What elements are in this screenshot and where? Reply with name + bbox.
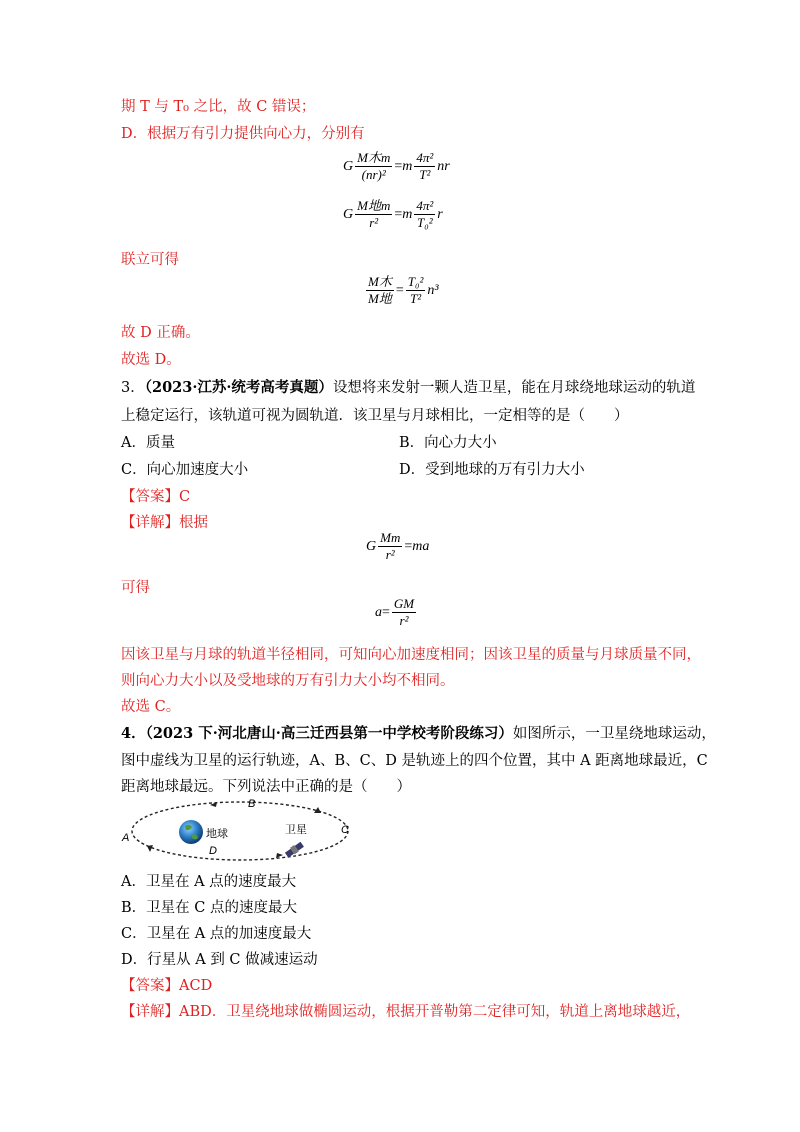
question-text: 如图所示，一卫星绕地球运动， — [512, 726, 716, 742]
option-d: D．受到地球的万有引力大小 — [399, 462, 585, 478]
formula-rhs: ma — [412, 539, 430, 555]
formula-tail: r — [437, 207, 443, 223]
formula-tail: n³ — [427, 283, 439, 299]
text-line: 故 D 正确。 — [121, 325, 200, 341]
denominator: M地 — [368, 291, 392, 306]
formula-gravity-jupiter: G $\frac{\text{M木m}}{\text{(nr)²}}$ =m $\frac{\text{4π²}}{\text{T²}}$ nr — [343, 150, 450, 182]
text-line: 可得 — [121, 580, 150, 596]
question-source: （2023·江苏·统考高考真题） — [144, 379, 333, 396]
option-a: A．卫星在 A 点的速度最大 — [121, 874, 297, 890]
option-c: C．卫星在 A 点的加速度最大 — [121, 926, 312, 942]
option-b: B．卫星在 C 点的速度最大 — [121, 900, 297, 916]
text-line: 联立可得 — [121, 252, 179, 268]
numerator: Mm — [380, 530, 401, 545]
answer-line: 【答案】C — [121, 489, 191, 505]
option-d: D．行星从 A 到 C 做减速运动 — [121, 952, 318, 968]
denominator: (nr)² — [361, 167, 386, 182]
text-line: 则向心力大小以及受地球的万有引力大小均不相同。 — [121, 673, 455, 689]
text-line: 因该卫星与月球的轨道半径相同，可知向心加速度相同；因该卫星的质量与月球质量不同， — [121, 647, 701, 663]
denominator: T₀² — [417, 215, 433, 230]
denominator: r² — [385, 547, 395, 562]
text-line: 故选 D。 — [121, 352, 181, 368]
formula-mass-ratio: $\frac{\text{M木}}{\text{M地}}$ = $\frac{\text{T₀²}}{\text{T²}}$ n³ — [368, 274, 439, 306]
numerator: GM — [393, 596, 415, 611]
denominator: r² — [399, 613, 409, 628]
label-c: C — [341, 824, 349, 836]
numerator: 4π² — [416, 150, 434, 165]
earth-label: 地球 — [206, 827, 228, 840]
denominator: T² — [419, 167, 431, 182]
question-4-line-1 — [121, 724, 716, 744]
numerator: M木 — [368, 274, 392, 289]
earth-icon — [179, 820, 203, 844]
label-a: A — [122, 832, 130, 844]
answer-line: 【答案】ACD — [121, 978, 213, 994]
text-line: 距离地球最远。下列说法中正确的是（ ） — [121, 779, 411, 795]
denominator: r² — [369, 215, 379, 230]
formula-tail: nr — [437, 159, 450, 175]
label-b: B — [248, 798, 256, 810]
question-source: 4．（2023 下·河北唐山·高三迁西县第一中学校考阶段练习） — [121, 725, 513, 742]
formula-gravity-earth: G $\frac{\text{M地m}}{\text{r²}}$ =m $\frac{\text{4π²}}{\text{T₀²}}$ r — [343, 198, 443, 230]
orbit-diagram — [118, 795, 363, 870]
formula-newton: G $\frac{Mm}{\text{r²}}$ =ma — [366, 530, 430, 562]
text-line: 上稳定运行，该轨道可视为圆轨道．该卫星与月球相比，一定相等的是（ ） — [121, 408, 629, 424]
option-c: C．向心加速度大小 — [121, 462, 249, 478]
question-text: 设想将来发射一颗人造卫星，能在月球绕地球运动的轨道 — [332, 380, 696, 396]
label-d: D — [209, 845, 217, 857]
option-a: A．质量 — [121, 435, 175, 451]
satellite-label: 卫星 — [285, 823, 307, 836]
detail-line: 【详解】ABD．卫星绕地球做椭圆运动，根据开普勒第二定律可知，轨道上离地球越近， — [121, 1004, 691, 1020]
text-line: 故选 C。 — [121, 699, 181, 715]
option-b: B．向心力大小 — [399, 435, 497, 451]
numerator: M地m — [357, 198, 391, 213]
question-number: 3． — [121, 380, 145, 396]
text-line: 图中虚线为卫星的运行轨迹，A、B、C、D 是轨迹上的四个位置，其中 A 距离地球最近，C — [121, 753, 708, 769]
numerator: M木m — [357, 150, 391, 165]
numerator: T₀² — [407, 274, 424, 289]
formula-acceleration: a= $\frac{GM}{\text{r²}}$ — [375, 596, 415, 628]
numerator: 4π² — [416, 198, 434, 213]
denominator: T² — [410, 291, 422, 306]
text-line: 期 T 与 T₀ 之比，故 C 错误； — [121, 99, 316, 115]
text-line: D．根据万有引力提供向心力，分别有 — [121, 126, 365, 142]
formula-lhs: a — [375, 605, 382, 621]
detail-line: 【详解】根据 — [121, 515, 208, 531]
arrow-icon — [276, 853, 283, 858]
question-3-line-1 — [121, 378, 695, 398]
